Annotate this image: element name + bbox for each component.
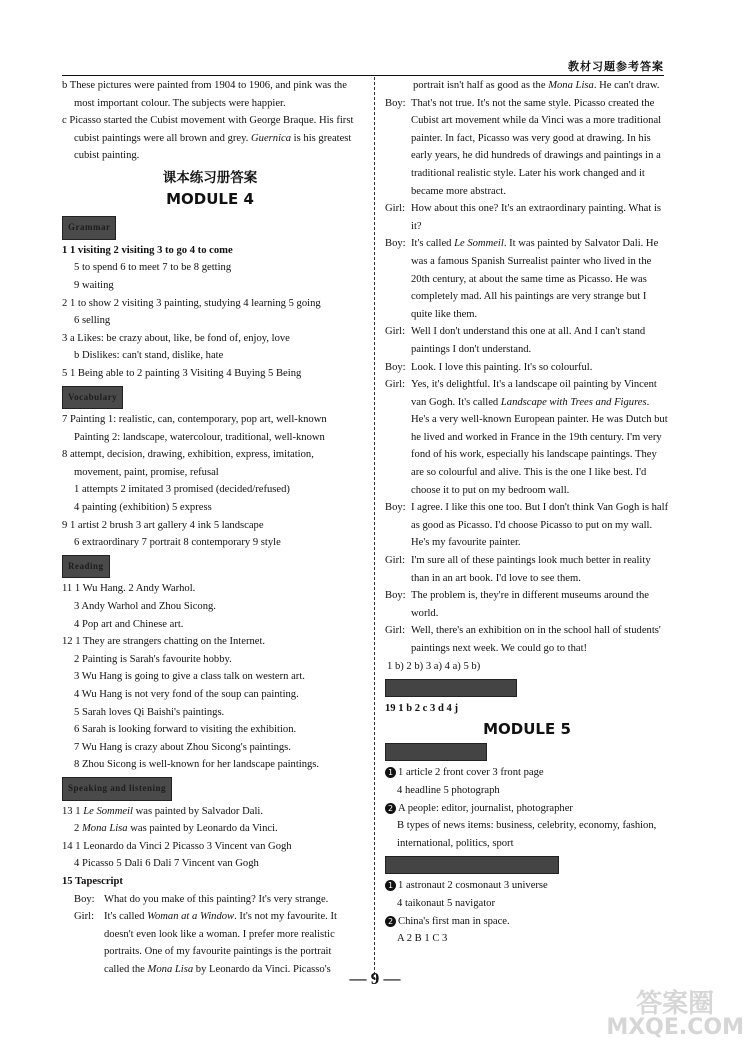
answers-row: 1 b) 2 b) 3 a) 4 a) 5 b) <box>387 660 481 672</box>
answer-r12: 12 1 They are strangers chatting on the Internet. <box>62 636 266 648</box>
reading-tag: Reading <box>62 555 110 579</box>
dialog-line: Girl: It's called Woman at a Window. It's not my favourite. It doesn't even look like a woman. I prefer more realistic portraits. One of my favourite paintings is the portrait called the Mona Lisa by Leonardo da Vinci. Picasso's <box>74 911 337 975</box>
answer-g5: 5 1 Being able to 2 painting 3 Visiting 4 Buying 5 Being <box>62 367 302 379</box>
dialog-line: Girl: I'm sure all of these paintings look much better in reality than in an art book. I'd love to see them. <box>385 555 651 584</box>
dialog-line: Boy: The problem is, they're in different museums around the world. <box>385 590 649 619</box>
m5-answer-2: 2 A people: editor, journalist, photographer <box>385 800 669 818</box>
section-bar <box>385 679 517 697</box>
intro-b: b These pictures were painted from 1904 to 1906, and pink was the most important colour. The subjects were happier. <box>62 80 347 109</box>
dialog-line: Girl: Yes, it's delightful. It's a landscape oil painting by Vincent van Gogh. It's called Landscape with Trees and Figures. He's a very well-known European painter. He was Dutch but he lived and worked in France in the 19th century. I'm very fond of his work, especially his landscape paintings. They are so colourful and alive. This is the one I like best. I'd choose it to put on my bedroom wall. <box>385 379 668 496</box>
section-bar <box>385 743 487 761</box>
answer-g2: 2 1 to show 2 visiting 3 painting, studying 4 learning 5 going <box>62 297 321 309</box>
speaking-listening-tag: Speaking and listening <box>62 777 172 801</box>
section-bar <box>385 856 559 874</box>
m5-answer-4: 2 China's first man in space. <box>385 913 669 931</box>
answer-v9: 9 1 artist 2 brush 3 art gallery 4 ink 5 landscape <box>62 519 264 531</box>
answer-19: 19 1 b 2 c 3 d 4 j <box>385 703 458 715</box>
right-column: portrait isn't half as good as the Mona Lisa. He can't draw. Boy: That's not true. It's not the same style. Picasso created the Cubist art movement while da Vinci was a more traditional painter. In fact, Picasso was very good at drawing. In his early years, he did hundreds of drawings and paintings in a traditional realistic style. Later his work changed and it became more abstract. Girl: How about this one? It's an extraordinary painting. What is it? Boy: It's called Le Sommeil. It was painted by Salvator Dali. He was a famous Spanish Surrealist painter who lived in the 20th century, at about the same time as Picasso. He was completely mad. All his paintings are very strange but I quite like them. Girl: Well I don't understand this one at all. And I can't stand paintings I don't understand. Boy: Look. I love this painting. It's so colourful. Girl: Yes, it's delightful. It's a landscape oil painting by Vincent van Gogh. It's called Landscape with Trees and Figures. He's a very well-known European painter. He was Dutch but he lived and worked in France in the 19th century. I'm very fond of his work, especially his landscape paintings. They are so colourful and alive. This is the one I like best. I'd choose it to put on my bedroom wall. Boy: I agree. I like this one too. But I don't think Van Gogh is half as good as Picasso. I'd choose Picasso to put on my wall. He's my favourite painter. Girl: I'm sure all of these paintings look much better in reality than in an art book. I'd love to see them. Boy: The problem is, they're in different museums around the world. Girl: Well, there's an exhibition on in the school hall of students' paintings next week. We could go to that! 1 b) 2 b) 3 a) 4 a) 5 b) 19 1 b 2 c 3 d 4 j MODULE 5 1 1 article 2 front cover 3 front page 4 headline 5 photograph 2 A people: editor, journalist, photographer B types of news items: business, celebrity, economy, fashion, international, politics, sport 1 1 astronaut 2 cosmonaut 3 universe 4 taikonaut 5 navigator 2 China's first man in space. A 2 B 1 C 3 <box>385 77 669 948</box>
answer-s13: 13 1 Le Sommeil was painted by Salvador Dali. <box>62 805 263 817</box>
page-number: — 9 — <box>349 969 401 988</box>
dialog-continuation: portrait isn't half as good as the Mona Lisa. He can't draw. <box>413 80 660 91</box>
answer-g1: 1 1 visiting 2 visiting 3 to go 4 to come <box>62 244 233 256</box>
dialog-line: Girl: Well, there's an exhibition on in the school hall of students' paintings next week. We could go to that! <box>385 625 661 654</box>
answer-v8: 8 attempt, decision, drawing, exhibition, express, imitation, <box>62 449 314 461</box>
dialog-line: Boy: I agree. I like this one too. But I don't think Van Gogh is half as good as Picasso. I'd choose Picasso to put on my wall. He's my favourite painter. <box>385 502 669 549</box>
dialog-line: Girl: Well I don't understand this one at all. And I can't stand paintings I don't understand. <box>385 326 646 355</box>
column-divider <box>374 77 375 980</box>
answer-s14: 14 1 Leonardo da Vinci 2 Picasso 3 Vincent van Gogh <box>62 840 292 852</box>
answer-g3: 3 a Likes: be crazy about, like, be fond of, enjoy, love <box>62 332 290 344</box>
dialog-line: Boy: It's called Le Sommeil. It was painted by Salvator Dali. He was a famous Spanish Surrealist painter who lived in the 20th century, at about the same time as Picasso. He was completely mad. All his paintings are very strange but I quite like them. <box>385 238 659 320</box>
grammar-tag: Grammar <box>62 216 116 240</box>
header-title: 教材习题参考答案 <box>568 60 664 73</box>
watermark-logo: 答案圈 MXQE.COM <box>606 989 744 1040</box>
answer-r11: 11 1 Wu Hang. 2 Andy Warhol. <box>62 583 196 595</box>
intro-c: c Picasso started the Cubist movement with George Braque. His first cubist paintings were all brown and grey. Guernica is his greatest cubist painting. <box>62 115 354 162</box>
header-rule <box>62 75 664 76</box>
module-5-title: MODULE 5 <box>483 719 571 738</box>
dialog-line: Boy: Look. I love this painting. It's so colourful. <box>385 361 593 373</box>
answer-v7: 7 Painting 1: realistic, can, contemporary, pop art, well-known <box>62 414 327 426</box>
vocabulary-tag: Vocabulary <box>62 386 123 410</box>
m5-answer-1: 1 1 article 2 front cover 3 front page <box>385 764 669 782</box>
m5-answer-3: 1 1 astronaut 2 cosmonaut 3 universe <box>385 877 669 895</box>
dialog-line: Girl: How about this one? It's an extraordinary painting. What is it? <box>385 203 662 232</box>
left-column: b These pictures were painted from 1904 to 1906, and pink was the most important colour. The subjects were happier. c Picasso started the Cubist movement with George Braque. His first cubist paintings were all brown and grey. Guernica is his greatest cubist painting. 课本练习册答案 MODULE 4 Grammar 1 1 visiting 2 visiting 3 to go 4 to come 5 to spend 6 to meet 7 to be 8 getting 9 waiting 2 1 to show 2 visiting 3 painting, studying 4 learning 5 going 6 selling 3 a Likes: be crazy about, like, be fond of, enjoy, love b Dislikes: can't stand, dislike, hate 5 1 Being able to 2 painting 3 Visiting 4 Buying 5 Being Vocabulary 7 Painting 1: realistic, can, contemporary, pop art, well-known Painting 2: landscape, watercolour, traditional, well-known 8 attempt, decision, drawing, exhibition, express, imitation, movement, paint, promise, refusal 1 attempts 2 imitated 3 promised (decided/refused) 4 painting (exhibition) 5 express 9 1 artist 2 brush 3 art gallery 4 ink 5 landscape 6 extraordinary 7 portrait 8 contemporary 9 style Reading 11 1 Wu Hang. 2 Andy Warhol. 3 Andy Warhol and Zhou Sicong. 4 Pop art and Chinese art. 12 1 They are strangers chatting on the Internet. 2 Painting is Sarah's favourite hobby. 3 Wu Hang is going to give a class talk on western art. 4 Wu Hang is not very fond of the soup can painting. 5 Sarah loves Qi Baishi's paintings. 6 Sarah is looking forward to visiting the exhibition. 7 Wu Hang is crazy about Zhou Sicong's paintings. 8 Zhou Sicong is well-known for her landscape paintings. Speaking and listening 13 1 Le Sommeil was painted by Salvador Dali. 2 Mona Lisa was painted by Leonardo da Vinci. 14 1 Leonardo da Vinci 2 Picasso 3 Vincent van Gogh 4 Picasso 5 Dali 6 Dali 7 Vincent van Gogh 15 Tapescript Boy: What do you make of this painting? It's very strange. Girl: It's called Woman at a Window. It's not my favourite. It doesn't even look like a woman. I prefer more realistic portraits. One of my favourite paintings is the portrait called the Mona Lisa by Leonardo da Vinci. Picasso's <box>62 77 358 979</box>
dialog-line: Boy: What do you make of this painting? It's very strange. <box>74 893 329 905</box>
answer-s15: 15 Tapescript <box>62 875 123 887</box>
dialog-line: Boy: That's not true. It's not the same style. Picasso created the Cubist art movement while da Vinci was a more traditional painter. In fact, Picasso was very good at drawing. In his early years, he did hundreds of drawings and paintings in a traditional realistic style. Later his work changed and it became more abstract. <box>385 97 662 197</box>
module-4-title: MODULE 4 <box>166 189 254 208</box>
section-title: 课本练习册答案 <box>162 169 258 186</box>
